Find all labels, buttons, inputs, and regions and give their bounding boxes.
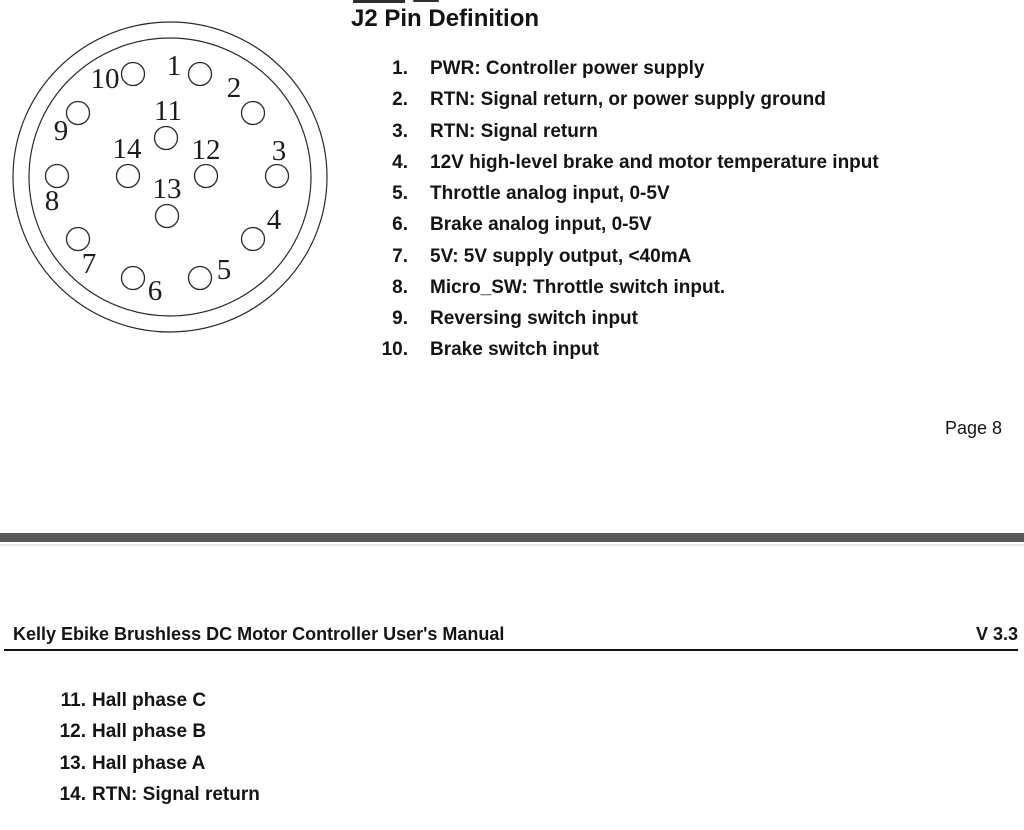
pin-number: 11. (60, 690, 86, 711)
pin-number: 7. (392, 245, 408, 267)
pin-number-label: 12 (191, 134, 221, 166)
pin-hole-1 (189, 63, 212, 86)
pin-definition-item (46, 716, 666, 747)
pin-description: RTN: Signal return, or power supply ground (430, 89, 826, 111)
pin-hole-4 (242, 228, 265, 251)
scan-artifact (413, 0, 439, 2)
pin-definition-list-top (368, 53, 988, 366)
pin-hole-9 (67, 102, 90, 125)
pin-hole-6 (122, 267, 145, 290)
pin-description: Hall phase B (92, 721, 207, 743)
pin-definition-item (368, 209, 988, 240)
pin-number-label: 14 (112, 133, 142, 165)
pin-number-label: 7 (81, 248, 97, 280)
pin-number-label: 10 (90, 63, 120, 95)
pin-description: PWR: Controller power supply (430, 58, 705, 79)
pin-number-label: 13 (152, 173, 182, 205)
pin-hole-3 (266, 165, 289, 188)
pin-number-label: 3 (271, 135, 287, 167)
page-break-shadow (0, 544, 1024, 546)
pin-number-label: 8 (44, 185, 60, 217)
pin-description: Throttle analog input, 0-5V (430, 183, 670, 204)
j2-connector-diagram (0, 0, 340, 340)
pin-number-label: 4 (266, 204, 282, 236)
pin-hole-13 (156, 205, 179, 228)
pin-description: Reversing switch input (430, 308, 638, 329)
pin-definition-item (368, 116, 988, 147)
pin-definition-item (368, 303, 988, 334)
page-break-divider (0, 533, 1024, 542)
pin-definition-item (368, 178, 988, 209)
manual-header-rule (4, 622, 1018, 651)
pin-hole-11 (155, 127, 178, 150)
pin-description: Brake switch input (430, 339, 599, 361)
pin-number: 5. (392, 183, 408, 204)
pin-definition-item (368, 84, 988, 115)
pin-description: Brake analog input, 0-5V (430, 214, 652, 236)
pin-number-label: 6 (147, 275, 163, 307)
pin-definition-item (368, 241, 988, 272)
pin-number-label: 1 (166, 50, 182, 82)
pin-number: 12. (59, 721, 86, 743)
pin-description: RTN: Signal return (92, 783, 260, 805)
manual-version-label: V 3.3 (975, 624, 1018, 644)
pin-hole-12 (195, 165, 218, 188)
pin-definition-item (368, 272, 988, 303)
pin-definition-item (368, 334, 988, 365)
pin-number: 14. (59, 783, 86, 805)
pin-number: 8. (392, 276, 408, 298)
pin-definition-item (46, 748, 666, 779)
pin-number: 10. (381, 339, 408, 361)
pin-number: 4. (392, 151, 408, 173)
pin-number-label: 9 (53, 115, 69, 147)
pin-definition-item (368, 147, 988, 178)
manual-title: Kelly Ebike Brushless DC Motor Controller User's Manual (13, 624, 505, 644)
pin-number: 13. (59, 752, 86, 774)
pin-number-label: 2 (226, 72, 242, 104)
pin-description: 5V: 5V supply output, <40mA (430, 245, 692, 267)
pin-definition-list-bottom (46, 685, 666, 810)
pin-number: 2. (392, 89, 408, 111)
pin-description: 12V high-level brake and motor temperature input (430, 151, 879, 173)
pin-number-label: 11 (154, 95, 182, 127)
pin-number-label: 5 (216, 254, 232, 286)
pin-description: Micro_SW: Throttle switch input. (430, 276, 726, 298)
pin-number: 1. (392, 58, 408, 79)
pin-definition-item (46, 685, 666, 716)
pin-description: Hall phase A (92, 752, 206, 774)
pin-definition-item (368, 53, 988, 84)
pin-description: Hall phase C (92, 690, 207, 711)
pin-hole-14 (117, 165, 140, 188)
pin-hole-5 (189, 267, 212, 290)
page-title: J2 Pin Definition (351, 5, 540, 32)
pin-hole-10 (122, 63, 145, 86)
pin-description: RTN: Signal return (430, 120, 598, 142)
pin-number: 6. (392, 214, 408, 236)
pin-number: 3. (392, 120, 408, 142)
pin-definition-item (46, 779, 666, 810)
scan-artifact (353, 0, 405, 3)
pin-hole-2 (242, 102, 265, 125)
page-number-label: Page 8 (944, 418, 1002, 438)
pin-number: 9. (392, 308, 408, 329)
